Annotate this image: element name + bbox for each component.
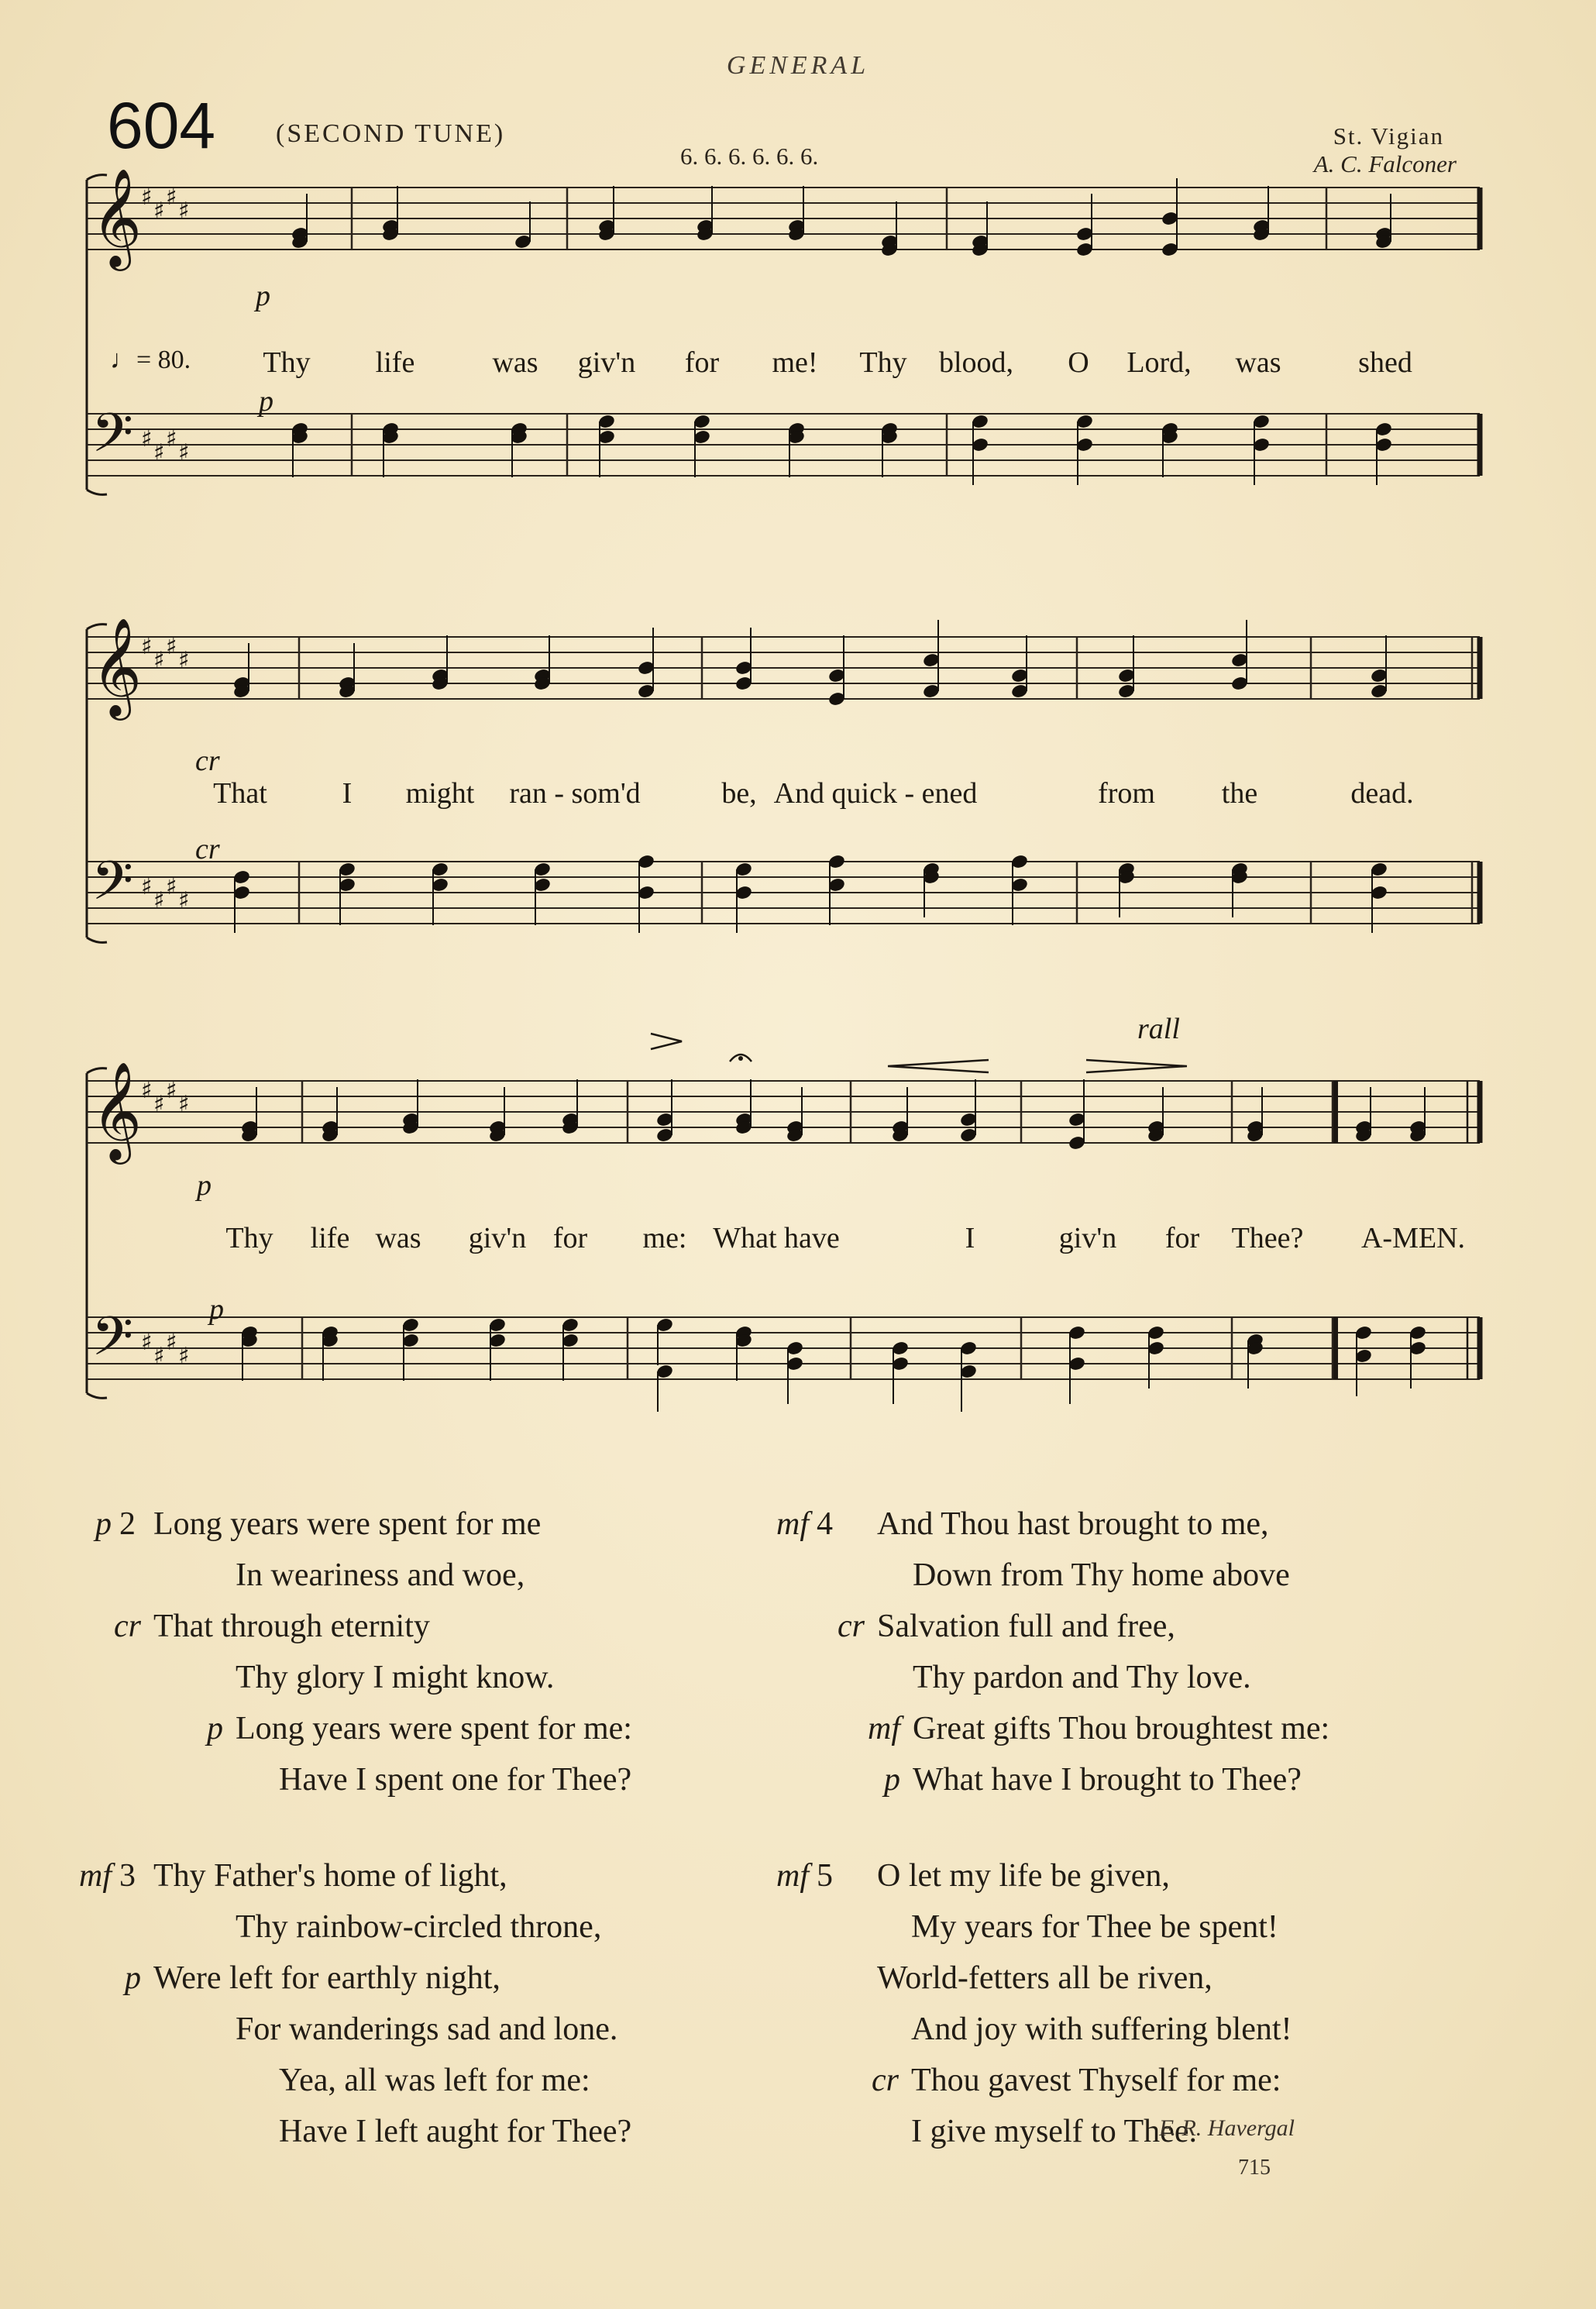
lyric-syllable: me: <box>642 1222 687 1254</box>
stanza-line <box>739 1850 1429 1901</box>
stanza-line <box>42 1703 731 1754</box>
stanza-line <box>739 2055 1429 2106</box>
stanza-line <box>739 1754 1429 1805</box>
lyric-syllable: giv'n <box>1058 1222 1117 1254</box>
sharp-icon: ♯ <box>166 184 177 211</box>
sharp-icon: ♯ <box>141 184 153 211</box>
lyric-syllable: the <box>1221 777 1258 810</box>
lyric-syllable: I <box>965 1222 975 1254</box>
lyric-syllable: was <box>1235 346 1281 379</box>
stanza-line <box>739 1652 1429 1703</box>
stanza-text: Have I spent one for Thee? <box>279 1762 632 1798</box>
lyric-syllable: from <box>1098 777 1155 810</box>
stanza-text: Salvation full and free, <box>877 1609 1175 1644</box>
stanza-text: Thy Father's home of light, <box>153 1858 507 1894</box>
stanza-line <box>739 1901 1429 1953</box>
lyric-syllable: life <box>310 1222 350 1254</box>
stanza-line <box>739 1703 1429 1754</box>
stanza-dynamic: cr <box>872 2063 899 2098</box>
accent-mark <box>651 1034 682 1049</box>
sharp-icon: ♯ <box>153 198 165 225</box>
stanza-line <box>739 1953 1429 2004</box>
bracket-hook-bottom <box>87 938 107 942</box>
bass-clef-icon: 𝄢 <box>91 849 134 925</box>
stanza-line <box>42 2004 731 2055</box>
stanza-line <box>42 1953 731 2004</box>
sharp-icon: ♯ <box>178 1091 190 1118</box>
stanza-dynamic: p <box>884 1762 900 1798</box>
composer: A. C. Falconer <box>1313 150 1457 177</box>
stanza-line <box>42 2106 731 2157</box>
sharp-icon: ♯ <box>166 1329 177 1356</box>
lyric-syllable: for <box>1164 1222 1200 1254</box>
stanza-text: Long years were spent for me <box>153 1506 542 1542</box>
stanza-line <box>739 1550 1429 1601</box>
stanza-text: What have I brought to Thee? <box>913 1762 1302 1798</box>
lyric-syllable: Thy <box>225 1222 273 1254</box>
stanza-text: Thy rainbow-circled throne, <box>236 1909 602 1945</box>
lyric-syllable: was <box>492 346 538 379</box>
sharp-icon: ♯ <box>141 633 153 660</box>
sharp-icon: ♯ <box>166 1077 177 1104</box>
lyric-syllable: shed <box>1358 346 1412 379</box>
sharp-icon: ♯ <box>153 647 165 674</box>
stanza-text: World-fetters all be riven, <box>877 1960 1212 1996</box>
stanza-line <box>42 1754 731 1805</box>
stanza-dynamic: cr <box>114 1609 141 1644</box>
stanza-text: O let my life be given, <box>877 1858 1170 1894</box>
stanza-number: 4 <box>817 1506 833 1542</box>
dynamic-marking-treble: cr <box>195 745 220 777</box>
stanza-number: 2 <box>119 1506 136 1542</box>
crescendo-hairpin <box>888 1060 989 1072</box>
sharp-icon: ♯ <box>166 633 177 660</box>
stanza-dynamic: mf <box>79 1858 112 1894</box>
stanza-text: I give myself to Thee. <box>911 2114 1197 2149</box>
stanza-line <box>42 1499 731 1550</box>
stanza-line <box>739 1601 1429 1652</box>
stanza-text: That through eternity <box>153 1609 430 1644</box>
lyric-syllable: for <box>552 1222 588 1254</box>
sharp-icon: ♯ <box>166 873 177 900</box>
lyric-syllable: giv'n <box>577 346 636 379</box>
lyric-syllable: be, <box>721 777 757 810</box>
treble-clef-icon: 𝄞 <box>91 1061 143 1160</box>
fermata-dot <box>738 1056 743 1061</box>
lyric-syllable: dead. <box>1350 777 1414 810</box>
stanza-dynamic: mf <box>776 1858 809 1894</box>
bass-clef-icon: 𝄢 <box>91 1305 134 1381</box>
lyric-syllable: I <box>342 777 353 810</box>
sharp-icon: ♯ <box>153 887 165 914</box>
bracket-hook-bottom <box>87 1393 107 1398</box>
stanza-text: And joy with suffering blent! <box>911 2011 1292 2047</box>
lyric-syllable: was <box>375 1222 421 1254</box>
stanza-5 <box>739 1850 1429 2157</box>
lyric-syllable: ran - som'd <box>509 777 641 810</box>
lyric-syllable: A-MEN. <box>1360 1222 1466 1254</box>
author: F. R. Havergal <box>1159 2115 1295 2141</box>
sharp-icon: ♯ <box>178 198 190 225</box>
stanza-dynamic: p <box>207 1711 223 1746</box>
stanza-text: Down from Thy home above <box>913 1557 1290 1593</box>
sharp-icon: ♯ <box>178 1343 190 1370</box>
lyric-syllable: me! <box>772 346 818 379</box>
stanza-text: Great gifts Thou broughtest me: <box>913 1711 1330 1746</box>
sharp-icon: ♯ <box>153 439 165 466</box>
dynamic-marking-treble: p <box>197 1169 212 1202</box>
lyric-syllable: Thy <box>263 346 311 379</box>
meter: 6. 6. 6. 6. 6. 6. <box>680 143 819 170</box>
page-number: 715 <box>1238 2156 1271 2180</box>
sharp-icon: ♯ <box>153 1343 165 1370</box>
stanza-line <box>739 2004 1429 2055</box>
lyric-syllable: What have <box>713 1222 840 1254</box>
stanza-line <box>42 1652 731 1703</box>
decrescendo-hairpin <box>1086 1060 1187 1072</box>
stanza-text: Have I left aught for Thee? <box>279 2114 632 2149</box>
sharp-icon: ♯ <box>178 647 190 674</box>
music-system-1 <box>87 167 1480 494</box>
sharp-icon: ♯ <box>141 1077 153 1104</box>
stanza-text: And Thou hast brought to me, <box>877 1506 1269 1542</box>
stanza-text: Thy pardon and Thy love. <box>913 1660 1251 1695</box>
stanza-line <box>42 2055 731 2106</box>
stanza-text: In weariness and woe, <box>236 1557 525 1593</box>
dynamic-marking-bass: p <box>259 385 273 418</box>
lyric-syllable: blood, <box>938 346 1014 379</box>
stanza-text: For wanderings sad and lone. <box>236 2011 618 2047</box>
stanza-2 <box>42 1499 731 1805</box>
second-tune-label: (SECOND TUNE) <box>276 119 506 148</box>
stanza-dynamic: p <box>125 1960 141 1996</box>
sharp-icon: ♯ <box>178 887 190 914</box>
lyric-syllable: That <box>213 777 267 810</box>
treble-clef-icon: 𝄞 <box>91 617 143 716</box>
sharp-icon: ♯ <box>178 439 190 466</box>
stanza-line <box>739 2106 1429 2157</box>
stanza-line <box>42 1550 731 1601</box>
lyric-syllable: Thee? <box>1231 1222 1304 1254</box>
dynamic-marking-treble: p <box>256 280 270 312</box>
running-head: GENERAL <box>726 51 870 80</box>
stanza-number: 5 <box>817 1858 833 1894</box>
tune-name: St. Vigian <box>1333 122 1444 150</box>
sharp-icon: ♯ <box>166 425 177 453</box>
lyric-syllable: And quick - ened <box>773 777 978 810</box>
sharp-icon: ♯ <box>141 1329 153 1356</box>
stanza-dynamic: p <box>95 1506 112 1542</box>
dynamic-marking-bass: cr <box>195 833 220 865</box>
stanza-line <box>739 1499 1429 1550</box>
stanza-dynamic: mf <box>776 1506 809 1542</box>
sharp-icon: ♯ <box>141 425 153 453</box>
bass-clef-icon: 𝄢 <box>91 401 134 477</box>
sharp-icon: ♯ <box>141 873 153 900</box>
sharp-icon: ♯ <box>153 1091 165 1118</box>
stanza-text: My years for Thee be spent! <box>911 1909 1278 1945</box>
stanza-text: Were left for earthly night, <box>153 1960 500 1996</box>
stanza-text: Thy glory I might know. <box>236 1660 555 1695</box>
lyric-syllable: life <box>375 346 415 379</box>
lyric-syllable: might <box>405 777 475 810</box>
lyric-syllable: for <box>684 346 720 379</box>
tempo-marking: ♩= 80. <box>110 346 191 374</box>
stanza-4 <box>739 1499 1429 1805</box>
stanza-line <box>42 1850 731 1901</box>
dynamic-marking-bass: p <box>209 1293 224 1326</box>
lyric-syllable: giv'n <box>468 1222 527 1254</box>
lyric-syllable: Thy <box>859 346 907 379</box>
rall-marking: rall <box>1137 1013 1180 1045</box>
treble-clef-icon: 𝄞 <box>91 167 143 267</box>
stanza-dynamic: cr <box>838 1609 865 1644</box>
lyric-syllable: O <box>1068 346 1089 379</box>
stanza-line <box>42 1901 731 1953</box>
lyric-syllable: Lord, <box>1126 346 1192 379</box>
stanza-dynamic: mf <box>868 1711 900 1746</box>
bracket-hook-bottom <box>87 490 107 494</box>
stanza-3 <box>42 1850 731 2157</box>
stanza-text: Thou gavest Thyself for me: <box>911 2063 1281 2098</box>
stanza-text: Long years were spent for me: <box>236 1711 632 1746</box>
hymn-number: 604 <box>107 89 216 162</box>
stanza-line <box>42 1601 731 1652</box>
stanza-number: 3 <box>119 1858 136 1894</box>
stanza-text: Yea, all was left for me: <box>279 2063 590 2098</box>
